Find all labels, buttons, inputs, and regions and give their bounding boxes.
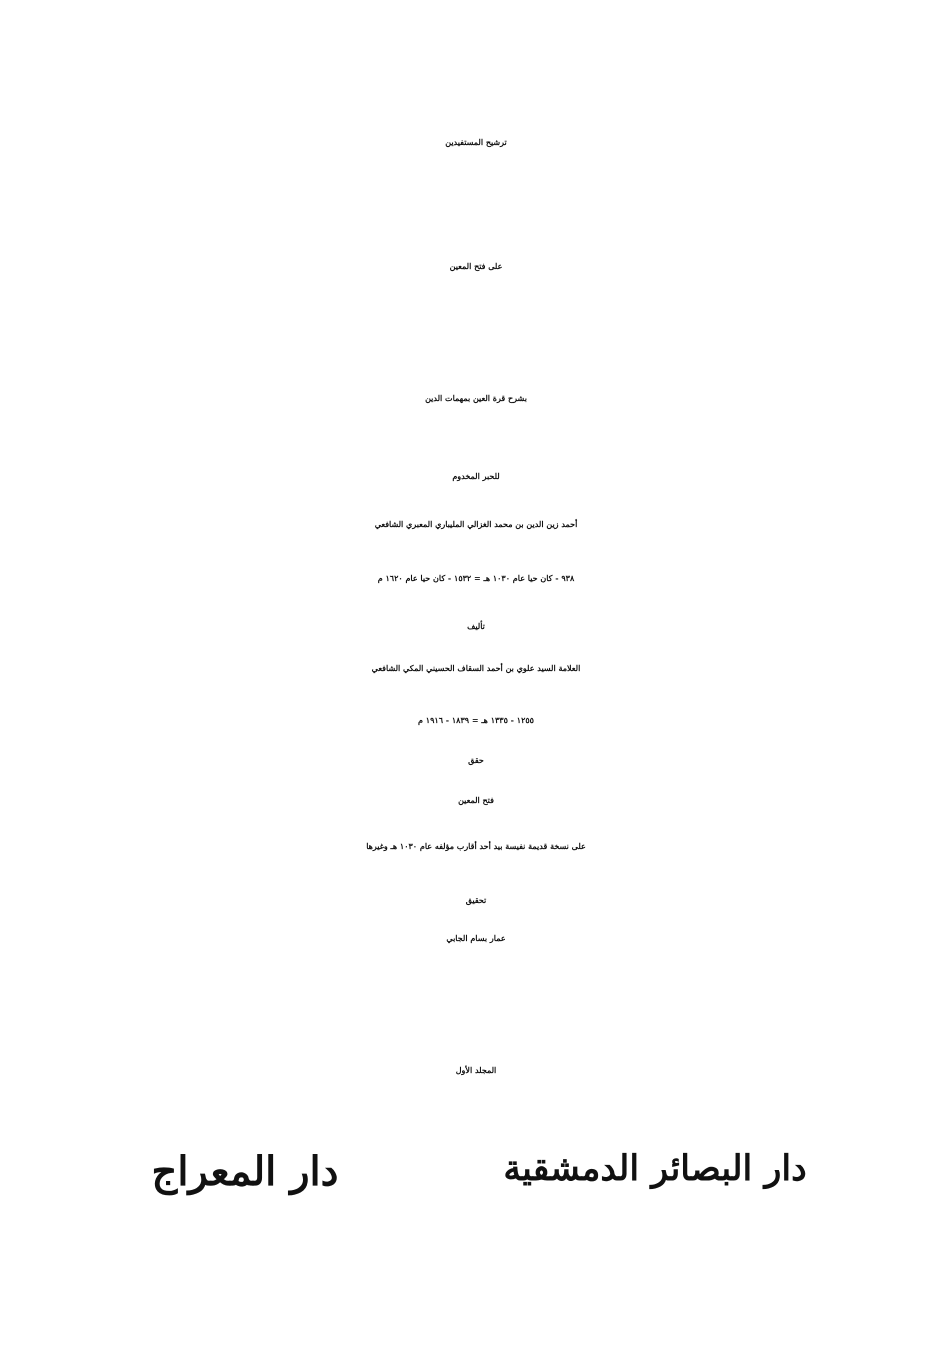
publisher-left: دار المعراج [151, 1148, 339, 1195]
volume-label: المجلد الأول [455, 1065, 497, 1075]
haqqaqa-label: حقق [468, 755, 484, 765]
subtitle: بشرح قرة العين بمهمات الدين [425, 393, 527, 403]
commentator-name: العلامة السيد علوي بن أحمد السقاف الحسيني المكي الشافعي [371, 663, 581, 673]
publisher-right: دار البصائر الدمشقية [503, 1148, 807, 1189]
editor-name: عمار بسام الجابي [446, 933, 506, 943]
author-name: أحمد زين الدين بن محمد الغزالي المليباري المعبري الشافعي [374, 519, 578, 529]
title-line-1: ترشيح المستفيدين [445, 137, 507, 147]
fath-title: فتح المعين [458, 795, 494, 805]
author-dates: ٩٣٨ - كان حيا عام ١٠٣٠ هـ = ١٥٣٢ - كان حيا عام ١٦٢٠ م [377, 573, 575, 583]
commentator-dates: ١٢٥٥ - ١٣٣٥ هـ = ١٨٣٩ - ١٩١٦ م [418, 715, 534, 725]
talif-label: تأليف [467, 621, 485, 631]
for-label: للحبر المخدوم [452, 471, 500, 481]
tahqiq-label: تحقيق [465, 895, 487, 905]
edition-note: على نسخة قديمة نفيسة بيد أحد أقارب مؤلفه عام ١٠٣٠ هـ وغيرها [366, 841, 586, 851]
title-line-2: على فتح المعين [449, 261, 503, 271]
